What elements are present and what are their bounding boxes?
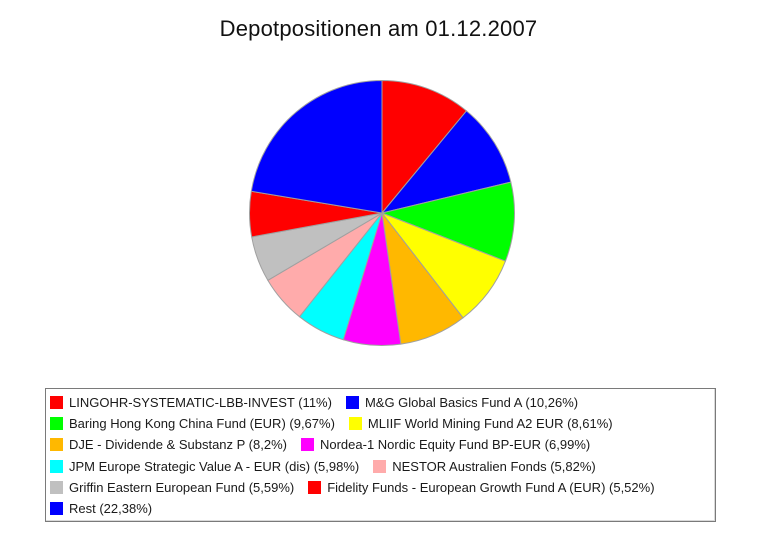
legend-swatch-icon	[50, 396, 63, 409]
legend-label: Griffin Eastern European Fund (5,59%)	[69, 479, 295, 495]
pie-chart-container	[248, 79, 516, 347]
legend-swatch-icon	[308, 481, 321, 494]
legend-swatch-icon	[50, 417, 63, 430]
legend-item	[50, 480, 294, 495]
legend-row	[50, 392, 711, 413]
legend	[45, 388, 716, 522]
legend-swatch-icon	[349, 417, 362, 430]
legend-swatch-icon	[50, 481, 63, 494]
legend-item	[346, 395, 578, 410]
legend-swatch-icon	[373, 460, 386, 473]
legend-label: MLIIF World Mining Fund A2 EUR (8,61%)	[367, 416, 613, 432]
legend-label: Baring Hong Kong China Fund (EUR) (9,67%)	[69, 416, 335, 432]
legend-item	[373, 459, 596, 474]
legend-label: NESTOR Australien Fonds (5,82%)	[392, 458, 596, 474]
legend-label: Fidelity Funds - European Growth Fund A (EUR) (5,52%)	[327, 479, 655, 495]
legend-label: DJE - Dividende & Substanz P (8,2%)	[69, 437, 287, 453]
legend-row	[50, 413, 711, 434]
legend-swatch-icon	[50, 438, 63, 451]
legend-item	[349, 416, 613, 431]
page-title: Depotpositionen am 01.12.2007	[219, 16, 538, 41]
legend-item	[301, 437, 590, 452]
pie-chart	[248, 79, 516, 347]
legend-label: LINGOHR-SYSTEMATIC-LBB-INVEST (11%)	[69, 395, 332, 410]
legend-item	[50, 395, 332, 410]
legend-item	[50, 437, 287, 452]
legend-row	[50, 498, 711, 519]
legend-item	[50, 416, 335, 431]
legend-label: Nordea-1 Nordic Equity Fund BP-EUR (6,99%)	[319, 437, 591, 453]
legend-swatch-icon	[50, 460, 63, 473]
legend-swatch-icon	[301, 438, 314, 451]
pie-slice	[251, 81, 382, 214]
legend-label: JPM Europe Strategic Value A - EUR (dis) (5,98%)	[69, 458, 360, 474]
legend-item	[50, 459, 359, 474]
legend-swatch-icon	[346, 396, 359, 409]
legend-item	[50, 501, 152, 516]
legend-row	[50, 477, 711, 498]
legend-row	[50, 456, 711, 477]
legend-label: Rest (22,38%)	[69, 500, 153, 516]
legend-label: M&G Global Basics Fund A (10,26%)	[364, 395, 579, 410]
legend-row	[50, 434, 711, 455]
legend-swatch-icon	[50, 502, 63, 515]
legend-item	[308, 480, 654, 495]
